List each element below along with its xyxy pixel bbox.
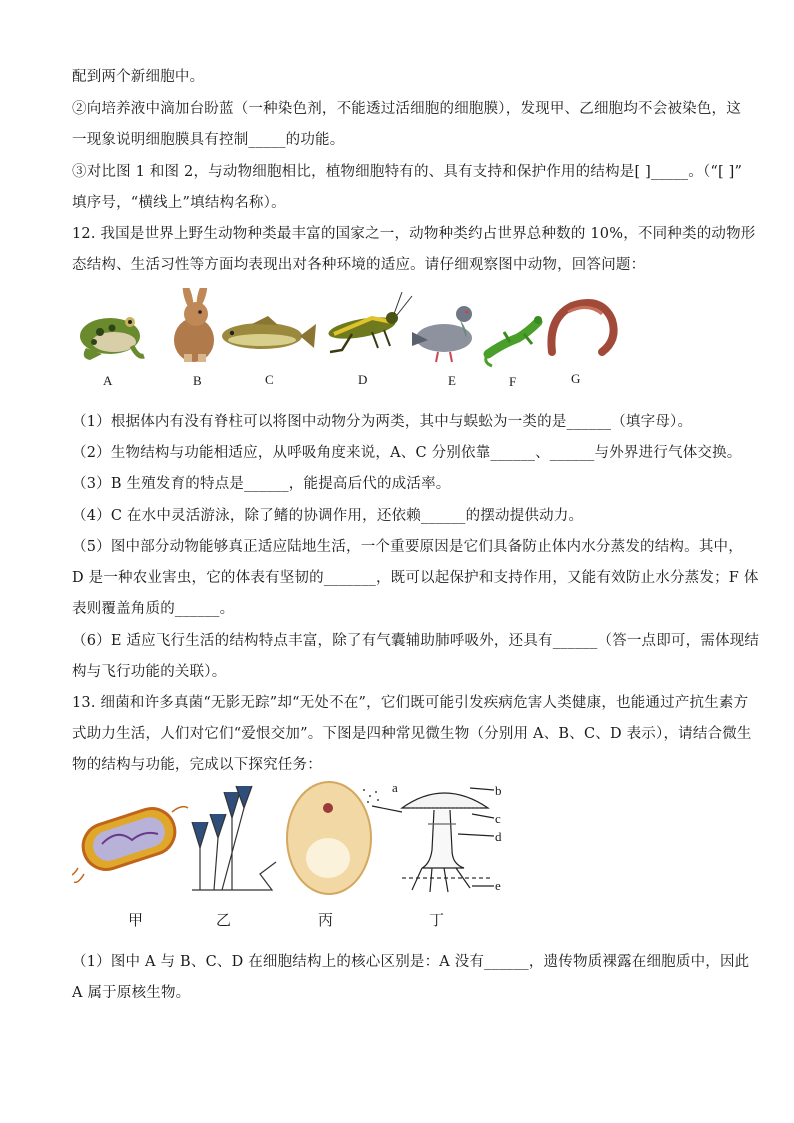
text-line: ③对比图 1 和图 2，与动物细胞相比，植物细胞特有的、具有支持和保护作用的结构是[ ]_____。（“[ ]” [72,164,743,180]
text-line: 式助力生活，人们对它们“爱恨交加”。下图是四种常见微生物（分别用 A、B、C、D 表示），请结合微生 [72,726,752,742]
grasshopper-image [327,292,412,352]
earthworm-image [551,303,613,352]
text-line: （1）图中 A 与 B、C、D 在细胞结构上的核心区别是：A 没有______，遗传物质裸露在细胞质中，因此 [72,954,750,970]
animals-illustration [72,288,632,390]
microbe-label-bing: 丙 [318,911,334,929]
animal-label-b: B [193,373,202,388]
microbe-label-jia: 甲 [128,911,144,929]
microbe-label-ding: 丁 [429,911,445,929]
microbe-label-yi: 乙 [216,911,232,929]
text-line: 填序号，“横线上”填结构名称）。 [72,195,286,211]
text-line: （4）C 在水中灵活游泳，除了鳍的协调作用，还依赖______的摆动提供动力。 [72,508,584,524]
bacterium-image [72,803,188,883]
pigeon-image [412,306,472,362]
rabbit-image [174,288,214,362]
text-line: 表则覆盖角质的______。 [72,601,235,617]
mushroom-part-b: b [495,783,502,798]
text-line: 物的结构与功能，完成以下探究任务： [72,757,322,773]
mushroom-part-e: e [495,878,501,893]
question-12-line: 12. 我国是世界上野生动物种类最丰富的国家之一，动物种类约占世界总种数的 10%，不同种类的动物形 [72,226,756,242]
animal-label-d: D [358,372,368,387]
animal-label-f: F [509,374,517,389]
animal-label-e: E [448,373,456,388]
microbes-illustration [72,778,512,906]
text-line: （1）根据体内有没有脊柱可以将图中动物分为两类，其中与蜈蚣为一类的是______（填字母）。 [72,414,693,430]
microbes-figure [72,778,512,906]
text-line: 配到两个新细胞中。 [72,69,205,85]
animal-label-c: C [265,372,274,387]
animal-label-g: G [571,371,581,386]
mushroom-part-c: c [495,811,501,826]
frog-image [80,317,144,360]
question-13-line: 13. 细菌和许多真菌“无影无踪”却“无处不在”，它们既可能引发疾病危害人类健康，也能通过产抗生素方 [72,695,749,711]
text-line: （5）图中部分动物能够真正适应陆地生活，一个重要原因是它们具备防止体内水分蒸发的结构。其中， [72,539,743,555]
text-line: A 属于原核生物。 [72,985,191,1001]
text-line: 态结构、生活习性等方面均表现出对各种环境的适应。请仔细观察图中动物，回答问题： [72,257,646,273]
text-line: 一现象说明细胞膜具有控制_____的功能。 [72,132,345,148]
mushroom-part-d: d [495,829,502,844]
text-line: （2）生物结构与功能相适应，从呼吸角度来说，A、C 分别依靠______、______与外界进行气体交换。 [72,445,742,461]
text-line: （6）E 适应飞行生活的结构特点丰富，除了有气囊辅助肺呼吸外，还具有______（答一点即可，需体现结 [72,633,760,649]
penicillium-image [192,786,276,890]
yeast-image [287,782,371,894]
mushroom-part-a: a [392,780,398,795]
text-line: 构与飞行功能的关联）。 [72,664,227,680]
animals-figure [72,288,632,390]
lizard-image [486,316,542,366]
text-line: ②向培养液中滴加台盼蓝（一种染色剂，不能透过活细胞的细胞膜），发现甲、乙细胞均不会被染色，这 [72,101,741,117]
animal-label-a: A [103,373,113,388]
mushroom-image [363,788,494,892]
text-line: （3）B 生殖发育的特点是______，能提高后代的成活率。 [72,476,451,492]
text-line: D 是一种农业害虫，它的体表有坚韧的_______，既可以起保护和支持作用，又能有效防止水分蒸发；F 体 [72,570,759,586]
fish-image [222,316,316,349]
